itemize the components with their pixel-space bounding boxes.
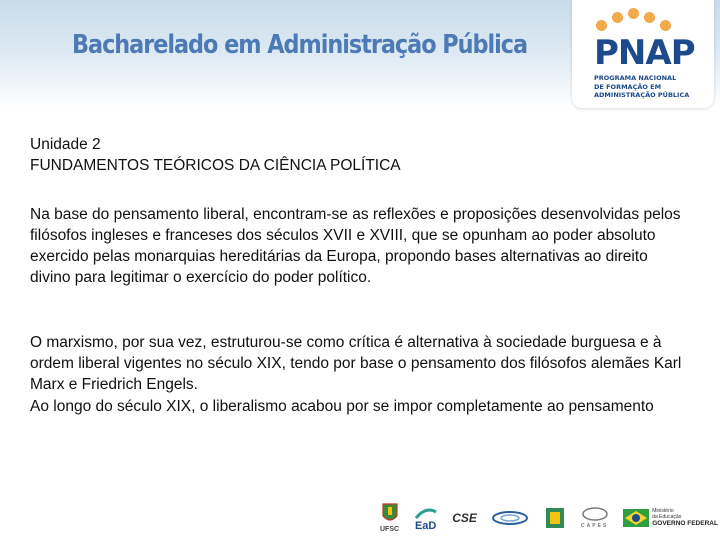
paragraph-marxism: O marxismo, por sua vez, estruturou-se como crítica é alternativa à sociedade burguesa e à ordem liberal vigentes no século XIX, tendo por base o pensamento dos filósofos alemães Karl Marx e Friedrich Engels. xyxy=(30,334,682,393)
mec-governo-federal-logo: Ministério da Educação GOVERNO FEDERAL xyxy=(623,508,718,528)
capes-emblem-icon xyxy=(581,506,609,522)
swirl-logo xyxy=(491,510,529,526)
ead-logo: EaD xyxy=(414,506,438,530)
capes-logo: CAPES xyxy=(581,506,609,530)
ufsc-crest-icon xyxy=(381,502,399,526)
ufsc-logo: UFSC xyxy=(380,502,399,534)
footer-logos xyxy=(380,498,718,538)
unit-label: Unidade 2 xyxy=(30,136,101,153)
institution-emblem-icon xyxy=(544,506,566,530)
paragraph-liberal-thought: Na base do pensamento liberal, encontram-se as reflexões e proposições desenvolvidas pelos filósofos ingleses e franceses dos séculos XVII e XVIII, que se opunham ao poder absoluto exercido pelas monarquias hereditárias da Europa, propondo bases alternativas ao direito divino para legitimar o exercício do poder político. xyxy=(30,206,681,286)
green-institution-logo xyxy=(544,506,566,530)
pnap-logo xyxy=(572,0,714,108)
cse-logo: CSE xyxy=(452,511,477,525)
brazil-flag-icon xyxy=(623,509,649,527)
header-banner xyxy=(0,0,720,108)
course-title: Bacharelado em Administração Pública xyxy=(72,30,528,60)
logo-subtitle: PROGRAMA NACIONAL DE FORMAÇÃO EM ADMINISTRAÇÃO PÚBLICA xyxy=(594,74,690,99)
unit-title: FUNDAMENTOS TEÓRICOS DA CIÊNCIA POLÍTICA xyxy=(30,157,401,174)
logo-wordmark: PNAP xyxy=(594,33,695,73)
paragraph-liberalism-19th-century: Ao longo do século XIX, o liberalismo acabou por se impor completamente ao pensamento xyxy=(30,398,654,415)
swirl-logo-icon xyxy=(491,510,529,526)
